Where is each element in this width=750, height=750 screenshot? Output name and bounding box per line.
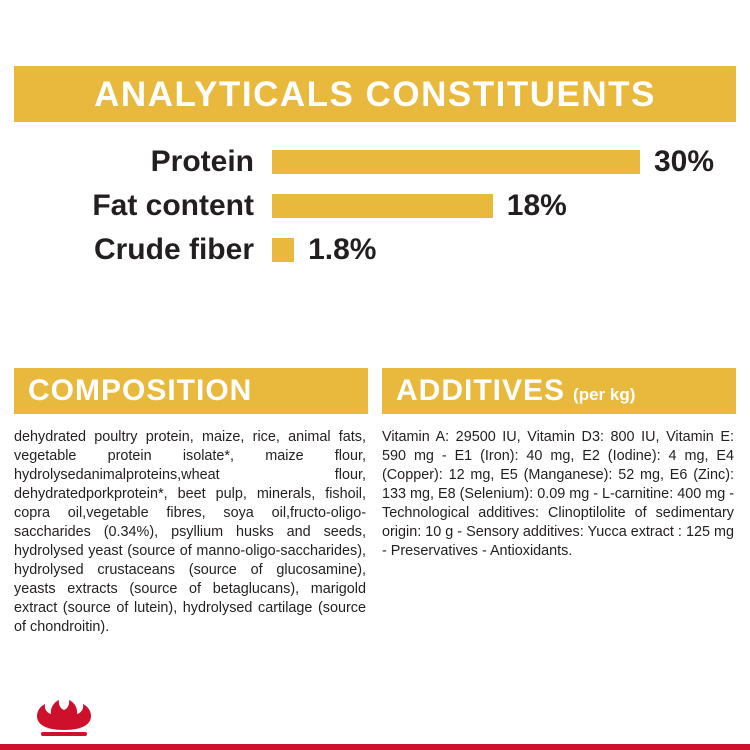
composition-title: COMPOSITION — [28, 374, 253, 407]
composition-header — [14, 368, 368, 414]
footer — [0, 690, 750, 750]
composition-section — [14, 368, 368, 637]
row-bar — [272, 150, 640, 174]
table-row — [24, 228, 736, 272]
additives-text: Vitamin A: 29500 IU, Vitamin D3: 800 IU, Vitamin E: 590 mg - E1 (Iron): 40 mg, E2 (Iodine): 4 mg, E4 (Copper): 12 mg, E5 (Manganese): 52 mg, E6 (Zinc): 133 mg, E8 (Selenium): 0.09 mg - L-carnitine: 400 mg - Technological additives: Clinoptilolite of sedimentary origin: 10 g - Sensory additives: Yucca extract : 125 mg - Preservatives - Antioxidants. — [382, 429, 734, 559]
row-value: 18% — [506, 189, 567, 222]
composition-text: dehydrated poultry protein, maize, rice, animal fats, vegetable protein isolate*, maize flour, hydrolysedanimalproteins,wheat flour, dehydratedporkprotein*, beet pulp, minerals, fishoil, copra oil,vegetable fibres, soya oil,fructo-oligo-saccharides (0.34%), psyllium husks and seeds, hydrolysed yeast (source of manno-oligo-saccharides), hydrolysed crustaceans (source of glucosamine), yeasts extracts (source of betaglucans), marigold extract (source of lutein), hydrolysed cartilage (source of chondroitin). — [14, 429, 366, 635]
row-label: Crude fiber — [93, 233, 254, 266]
additives-header — [382, 368, 736, 414]
analytical-constituents-header — [14, 66, 736, 122]
table-row — [24, 140, 736, 184]
analytical-constituents-title: ANALYTICALS CONSTITUENTS — [94, 74, 656, 114]
row-bar — [272, 194, 493, 218]
royal-canin-crown-logo-icon — [33, 698, 95, 742]
row-bar — [272, 238, 294, 262]
table-row — [24, 184, 736, 228]
additives-title: ADDITIVES — [396, 374, 566, 407]
additives-subtitle: (per kg) — [573, 385, 636, 404]
footer-rule — [0, 744, 750, 750]
row-bar-wrap — [272, 189, 567, 223]
analytical-constituents-rows — [14, 140, 736, 272]
analytical-constituents-section — [14, 66, 736, 272]
row-label: Protein — [150, 145, 254, 178]
row-value: 30% — [654, 145, 715, 178]
row-value: 1.8% — [308, 233, 377, 266]
details-columns — [14, 368, 736, 637]
additives-section — [382, 368, 736, 637]
row-label: Fat content — [92, 189, 254, 222]
row-bar-wrap — [272, 145, 714, 179]
row-bar-wrap — [272, 233, 376, 267]
